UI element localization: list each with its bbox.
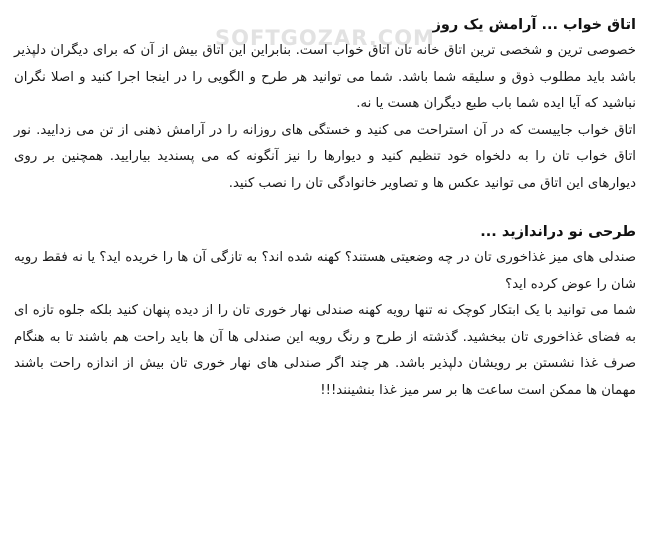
section-2-paragraph-2: شما می توانید با یک ابتکار کوچک نه تنها رویه کهنه صندلی نهار خوری تان را از دیده پنهان کنید بلکه جلوه تازه ای به فضای غذاخوری تان ببخشید. گذشته از طرح و رنگ رویه این صندلی ها آن ها باید راحت هم باشند تا به هنگام صرف غذا نشستن بر رویشان دلپذیر باشد. هر چند اگر صندلی های نهار خوری تان بیش از اندازه راحت باشند مهمان ها ممکن است ساعت ها بر سر میز غذا بنشینند!!! <box>14 303 636 398</box>
section-2-heading: طرحی نو دراندازید ... <box>480 224 636 240</box>
section-1-paragraph-2: اتاق خواب جاییست که در آن استراحت می کنید و خستگی های روزانه را در آرامش ذهنی از تن می زدایید. نور اتاق خواب تان را به دلخواه خود تنظیم کنید و دیوارها را نیز آنگونه که می پسندید بیارایید. همچنین بر روی دیوارهای این اتاق می توانید عکس ها و تصاویر خانوادگی تان را نصب کنید. <box>14 122 636 191</box>
article <box>14 12 636 404</box>
section-2-paragraph-1: صندلی های میز غذاخوری تان در چه وضعیتی هستند؟ کهنه شده اند؟ به تازگی آن ها را خریده اید؟ یا نه فقط رویه شان را عوض کرده اید؟ <box>14 250 636 292</box>
section-spacer <box>14 197 636 219</box>
watermark: SOFTGOZAR.COM <box>215 26 435 50</box>
section-1-heading: اتاق خواب ... آرامش یک روز <box>432 17 636 33</box>
section-1-paragraph-1: خصوصی ترین و شخصی ترین اتاق خانه تان اتاق خواب است. بنابراین این اتاق بیش از آن که برای دیگران دلپذیر باشد باید مطلوب ذوق و سلیقه شما باشد. شما می توانید هر طرح و الگویی را در اینجا اجرا کنید و اصلا نگران نباشید که آیا ایده شما باب طبع دیگران هست یا نه. <box>14 43 636 111</box>
